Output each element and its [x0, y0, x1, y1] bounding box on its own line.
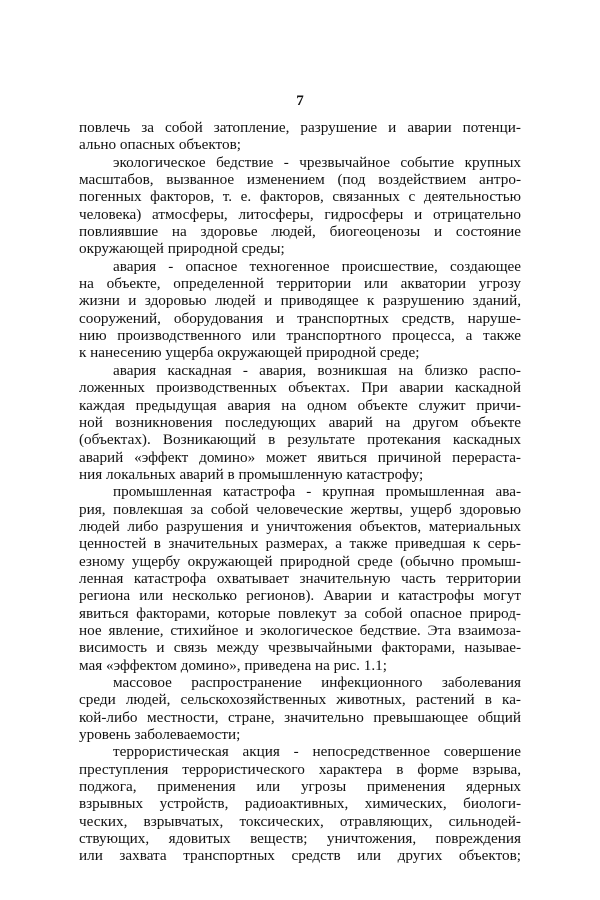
text-line: ствующих, ядовитых веществ; уничтожения, повреждения	[79, 830, 521, 848]
text-line: рия, повлекшая за собой человеческие жертвы, ущерб здоровью	[79, 500, 521, 518]
text-line: среди людей, сельскохозяйственных животных, растений в ка-	[79, 691, 521, 709]
text-line: авария каскадная - авария, возникшая на близко распо-	[113, 361, 521, 379]
text-line: явиться факторами, которые повлекут за собой опасное природ-	[79, 604, 521, 622]
text-line: ной возникновения последующих аварий на другом объекте	[79, 413, 521, 431]
text-line: мая «эффектом домино», приведена на рис. 1.1;	[79, 656, 387, 674]
text-line: или захвата транспортных средств или других объектов;	[79, 847, 521, 865]
text-line: повлиявшие на здоровье людей, биогеоценозы и состояние	[79, 223, 521, 241]
text-line: висимость и связь между чрезвычайными факторами, называе-	[79, 639, 521, 657]
text-line: террористическая акция - непосредственное совершение	[113, 743, 521, 761]
text-line: ально опасных объектов;	[79, 136, 241, 154]
body-text	[79, 119, 521, 865]
text-line: погенных факторов, т. е. факторов, связанных с деятельностью	[79, 188, 521, 206]
text-line: кой-либо местности, стране, значительно превышающее общий	[79, 708, 521, 726]
text-line: на объекте, определенной территории или акватории угрозу	[79, 275, 521, 293]
text-line: сооружений, оборудования и транспортных средств, наруше-	[79, 309, 521, 327]
text-line: езному ущербу окружающей природной среде (обычно промыш-	[79, 552, 521, 570]
text-line: ложенных производственных объектах. При аварии каскадной	[79, 379, 521, 397]
text-line: ценностей в значительных размерах, а также приведшая к серь-	[79, 535, 521, 553]
text-line: человека) атмосферы, литосферы, гидросферы и отрицательно	[79, 205, 521, 223]
text-line: ческих, взрывчатых, токсических, отравляющих, сильнодей-	[79, 812, 521, 830]
text-line: ленная катастрофа охватывает значительную часть территории	[79, 569, 521, 587]
text-line: (объектах). Возникающий в результате протекания каскадных	[79, 431, 521, 449]
text-line: массовое распространение инфекционного заболевания	[113, 674, 521, 691]
text-line: окружающей природной среды;	[79, 240, 285, 258]
text-line: ния локальных аварий в промышленную катастрофу;	[79, 465, 424, 483]
text-line: поджога, применения или угрозы применения ядерных	[79, 778, 521, 796]
text-line: преступления террористического характера в форме взрыва,	[79, 760, 521, 778]
text-line: промышленная катастрофа - крупная промышленная ава-	[113, 483, 521, 501]
text-line: нию производственного или транспортного процесса, а также	[79, 327, 521, 345]
text-line: масштабов, вызванное изменением (под воздействием антро-	[79, 171, 521, 189]
text-line: взрывных устройств, радиоактивных, химических, биологи-	[79, 795, 521, 813]
text-line: к нанесению ущерба окружающей природной среде;	[79, 344, 420, 362]
text-line: региона или несколько регионов). Аварии и катастрофы могут	[79, 587, 521, 605]
text-line: аварий «эффект домино» может явиться причиной перераста-	[79, 448, 521, 466]
text-line: повлечь за собой затопление, разрушение и аварии потенци-	[79, 119, 521, 136]
text-line: каждая предыдущая авария на одном объекте служит причи-	[79, 396, 521, 414]
text-line: экологическое бедствие - чрезвычайное событие крупных	[113, 153, 521, 171]
text-line: ное явление, стихийное и экологическое бедствие. Эта взаимоза-	[79, 621, 521, 639]
text-line: авария - опасное техногенное происшествие, создающее	[113, 257, 521, 275]
text-line: жизни и здоровью людей и приводящее к разрушению зданий,	[79, 292, 521, 310]
page-number: 7	[296, 93, 304, 109]
text-line: людей либо разрушения и уничтожения объектов, материальных	[79, 517, 521, 535]
text-line: уровень заболеваемости;	[79, 726, 241, 744]
